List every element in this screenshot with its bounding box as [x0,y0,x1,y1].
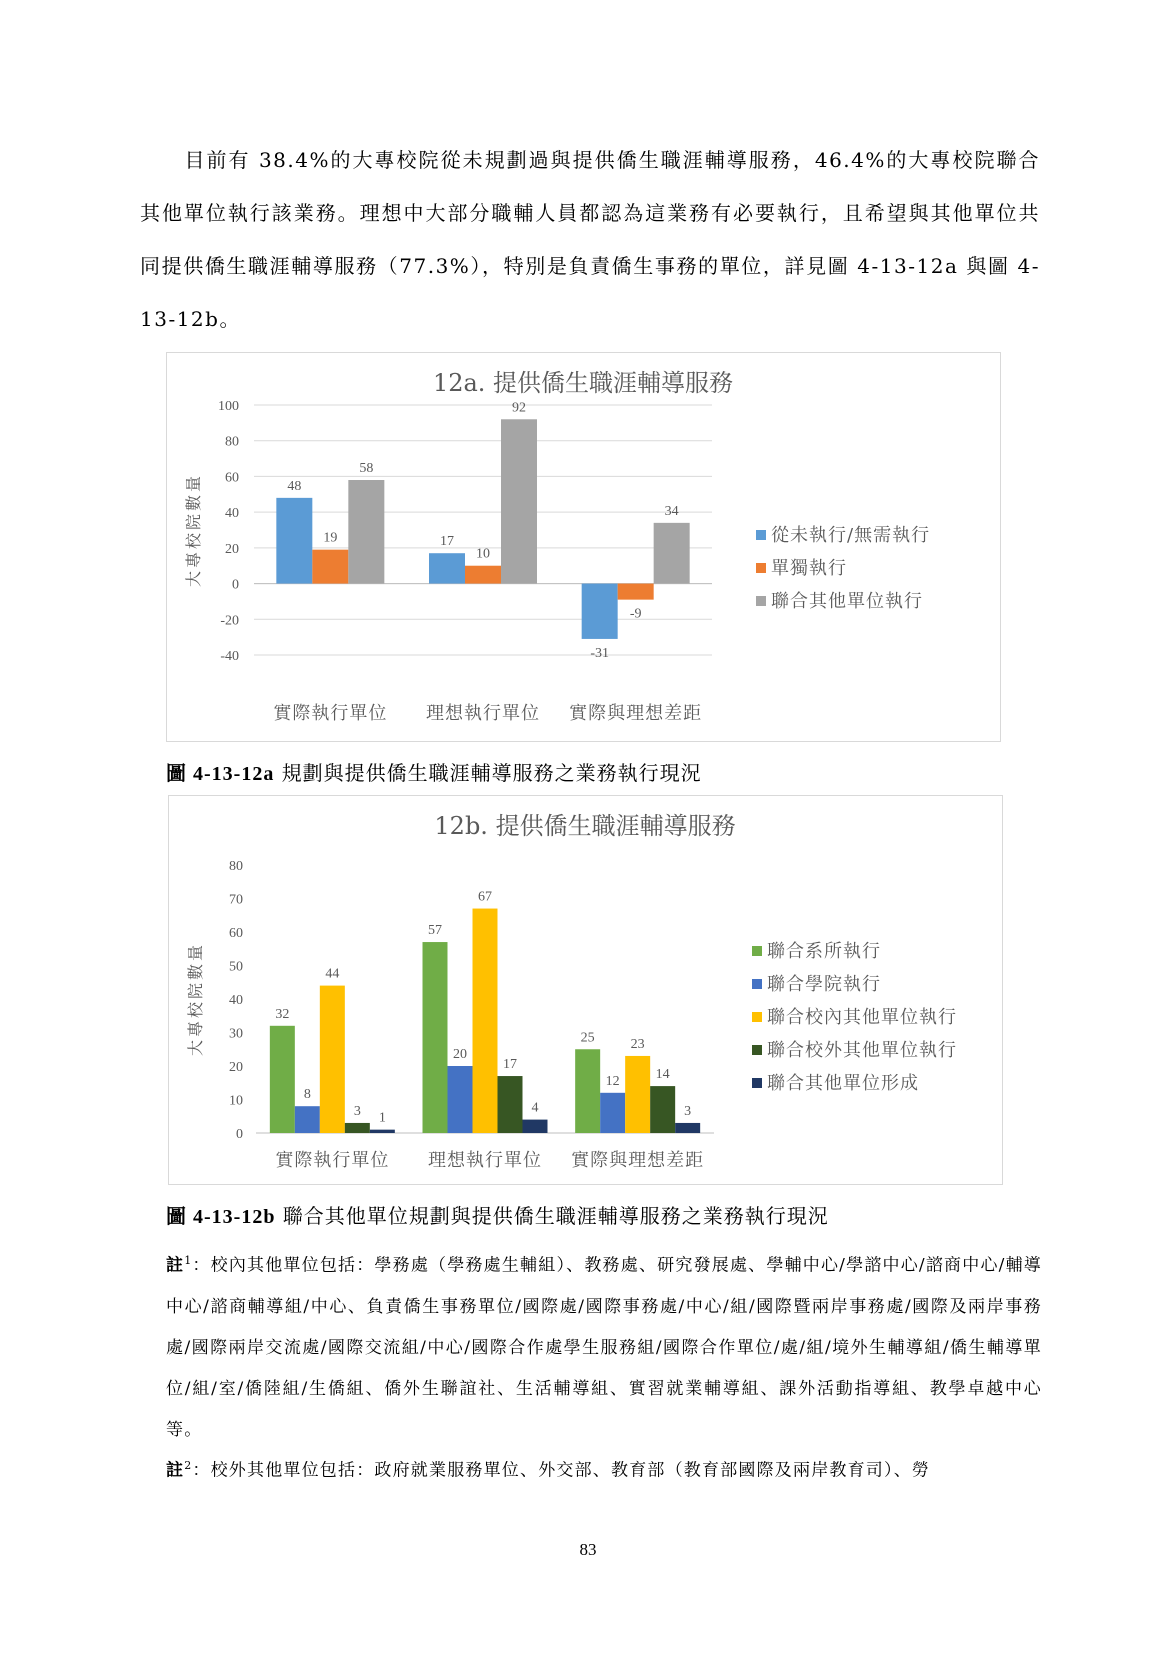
data-label: 44 [325,966,340,982]
legend-swatch [752,1078,762,1088]
y-tick-label: 20 [229,1060,243,1075]
bar [650,1086,675,1133]
bar [312,550,348,584]
bar [618,584,654,600]
figure-b-caption-label: 圖 4-13-12b [166,1206,276,1228]
legend-label: 單獨執行 [771,558,847,579]
data-label: 58 [359,461,374,476]
bar [295,1106,320,1133]
legend-swatch [756,563,766,573]
category-label: 實際與理想差距 [571,1150,705,1171]
footnote-2-label: 註 [166,1460,185,1481]
legend-label: 聯合其他單位形成 [767,1073,919,1094]
bar [473,909,498,1133]
data-label: 1 [378,1110,386,1126]
y-tick-label: 80 [229,859,243,874]
data-label: -31 [590,645,610,661]
figure-a-caption [166,757,702,786]
legend-swatch [752,1012,762,1022]
y-tick-label: 40 [229,993,243,1008]
bar [654,523,690,584]
footnote-2-sup: 2 [184,1459,193,1472]
data-label: 17 [440,534,454,550]
data-label: 14 [655,1067,670,1083]
footnote-1-label: 註 [166,1255,185,1276]
chart-title: 12a. 提供僑生職涯輔導服務 [432,369,734,397]
bar [523,1120,548,1133]
bar [498,1076,523,1133]
y-axis-title: 大專校院數量 [186,941,205,1057]
data-label: 32 [275,1006,290,1022]
category-label: 理想執行單位 [428,1150,542,1171]
y-tick-label: 10 [229,1093,243,1109]
figure-b-caption [166,1200,829,1229]
category-label: 實際與理想差距 [569,703,703,724]
data-label: 23 [630,1036,645,1052]
footnote-1 [166,1240,1042,1451]
bar [600,1093,625,1133]
data-label: 25 [580,1030,595,1046]
data-label: 92 [512,400,526,416]
data-label: 4 [531,1100,539,1116]
chart-12b [169,796,1002,1184]
y-axis-title: 大專校院數量 [184,472,203,588]
bar [320,986,345,1133]
body-paragraph [140,134,1040,346]
legend-label: 聯合系所執行 [767,941,881,962]
footnote-2 [166,1445,1042,1492]
data-label: 34 [664,503,679,519]
y-tick-label: 0 [236,1127,243,1142]
figure-a-caption-text: 規劃與提供僑生職涯輔導服務之業務執行現況 [274,761,702,785]
legend-label: 聯合其他單位執行 [771,591,923,612]
category-label: 實際執行單位 [275,1150,390,1171]
bar [575,1049,600,1133]
y-tick-label: 60 [229,926,243,941]
bar [675,1123,700,1133]
y-tick-label: 40 [225,506,239,522]
legend-swatch [752,946,762,956]
y-tick-label: 70 [229,892,243,908]
data-label: 57 [428,923,442,939]
footnote-1-sup: 1 [184,1254,193,1267]
footnote-2-text: ：校外其他單位包括：政府就業服務單位、外交部、教育部（教育部國際及兩岸教育司）、勞 [192,1460,931,1481]
bar [429,553,465,583]
legend-label: 從未執行/無需執行 [771,525,931,546]
chart-12b-frame [168,795,1003,1185]
figure-b-caption-text: 聯合其他單位規劃與提供僑生職涯輔導服務之業務執行現況 [275,1204,829,1228]
y-tick-label: 100 [218,399,239,414]
bar [625,1056,650,1133]
legend-swatch [752,1045,762,1055]
y-tick-label: 50 [229,959,243,975]
data-label: 8 [303,1087,311,1103]
legend-label: 聯合校內其他單位執行 [767,1007,957,1028]
y-tick-label: 80 [225,434,239,450]
bar [276,498,312,584]
bar [270,1026,295,1133]
figure-a-caption-label: 圖 4-13-12a [166,763,275,785]
data-label: 17 [503,1057,517,1073]
category-label: 實際執行單位 [273,703,388,724]
data-label: -9 [629,606,642,622]
page-number: 83 [579,1540,597,1559]
bar [501,419,537,583]
y-tick-label: 30 [229,1026,243,1042]
data-label: 3 [684,1103,692,1119]
y-tick-label: 60 [225,470,239,486]
data-label: 20 [453,1047,467,1062]
y-tick-label: -20 [220,613,239,629]
legend-swatch [756,530,766,540]
bar [348,480,384,584]
y-tick-label: 0 [232,577,239,593]
category-label: 理想執行單位 [426,703,540,724]
y-tick-label: -40 [220,649,239,664]
bar [465,566,501,584]
chart-12a [167,353,1000,741]
bar [370,1130,395,1133]
y-tick-label: 20 [225,541,239,557]
bar [423,942,448,1133]
data-label: 19 [323,530,338,546]
footnote-1-text: ：校內其他單位包括：學務處（學務處生輔組）、教務處、研究發展處、學輔中心/學諮中心/諮商中心/輔導中心/諮商輔導組/中心、負責僑生事務單位/國際處/國際事務處/中心/組/國際暨兩岸事務處/國際及兩岸事務處/國際兩岸交流處/國際交流組/中心/國際合作處學生服務組/國際合作單位/處/組/境外生輔導組/僑生輔導單位/組/室/僑陸組/生僑組、僑外生聯誼社、生活輔導組、實習就業輔導組、課外活動指導組、教學卓越中心等。 [166,1255,1042,1440]
data-label: 3 [353,1103,361,1119]
chart-title: 12b. 提供僑生職涯輔導服務 [434,812,736,840]
legend-swatch [756,596,766,606]
bar [448,1066,473,1133]
data-label: 67 [478,889,492,905]
data-label: 12 [605,1073,620,1089]
data-label: 48 [287,478,302,494]
data-label: 10 [476,546,490,562]
legend-swatch [752,979,762,989]
bar [345,1123,370,1133]
legend-label: 聯合校外其他單位執行 [767,1040,957,1061]
bar [582,584,618,639]
body-paragraph-text: 目前有 38.4%的大專校院從未規劃過與提供僑生職涯輔導服務，46.4%的大專校院聯合其他單位執行該業務。理想中大部分職輔人員都認為這業務有必要執行，且希望與其他單位共同提供僑生職涯輔導服務（77.3%），特別是負責僑生事務的單位，詳見圖 4-13-12a 與圖 4-13-12b。 [140,148,1040,331]
legend-label: 聯合學院執行 [767,974,881,995]
chart-12a-frame [166,352,1001,742]
